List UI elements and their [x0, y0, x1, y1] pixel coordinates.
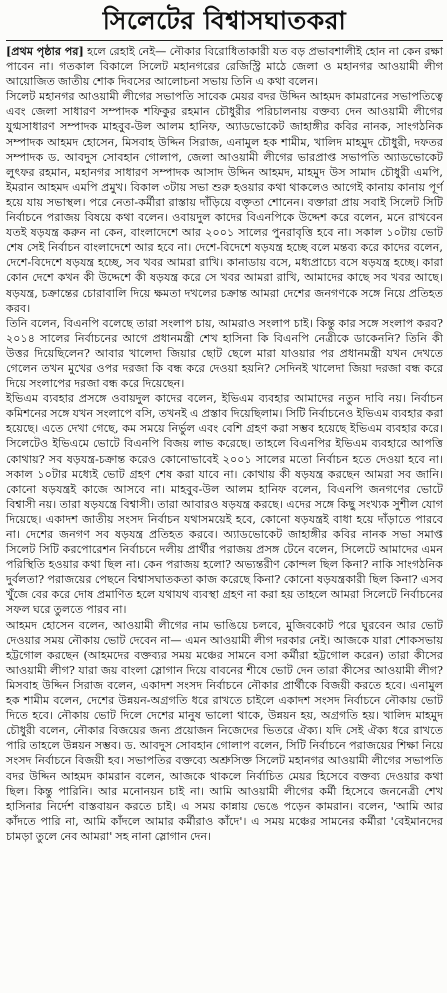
headline-divider — [6, 40, 443, 41]
paragraph — [6, 44, 443, 89]
paragraph-text: হলে রেহাই নেই— নৌকার বিরোধিতাকারী যত বড় প্রভাবশালীই হোন না কেন রক্ষা পাবেন না। গতকাল বিকালে সিলেট মহানগরের রেজিস্ট্রি মাঠে জেলা ও মহানগর আওয়ামী লীগ আয়োজিত জাতীয় শোক দিবসের আলোচনা সভায় তিনি এ কথা বলেন। — [6, 45, 443, 89]
paragraph: আহমদ হোসেন বলেন, আওয়ামী লীগের নাম ভাঙিয়ে চলবে, মুজিবকোট পরে ঘুরবেন আর ভোট দেওয়ার সময় নৌকায় ভোট দেবেন না— এমন আওয়ামী লীগ দরকার নেই। আজকে যারা শোকসভায় হট্টগোল করছেন (আহমদের বক্তব্যর সময় মঞ্চের সামনে বসা কর্মীরা হট্টগোল করেন) তারা কীসের আওয়ামী লীগ? যারা জয় বাংলা স্লোগান দিয়ে বাবনের শীষে ভোট দেন তারা কীসের আওয়ামী লীগ? মিসবাহ উদ্দিন সিরাজ বলেন, একাদশ সংসদ নির্বাচনে নৌকার প্রার্থীকে বিজয়ী করতে হবে। এনামুল হক শামীম বলেন, দেশের উন্নয়ন-অগ্রগতি ধরে রাখতে চাইলে একাদশ সংসদ নির্বাচনে নৌকায় ভোট দিতে হবে। নৌকায় ভোট দিলে দেশের মানুষ ভালো থাকে, উন্নয়ন হয়, অগ্রগতি হয়। খালিদ মাহমুদ চৌধুরী বলেন, নৌকার বিজয়ের জন্য প্রয়োজন নিজেদের ভিতরে ঐক্য। যদি সেই ঐক্য ধরে রাখতে পারি তাহলে উন্নয়ন সম্ভব। ড. আবদুস সোবহান গোলাপ বলেন, সিটি নির্বাচনে পরাজয়ের শিক্ষা নিয়ে সংসদ নির্বাচনে বিজয়ী হব। সভাপতির বক্তব্যে অশ্রুসিক্ত সিলেট মহানগর আওয়ামী লীগের সভাপতি বদর উদ্দিন আহমদ কামরান বলেন, আজকে থাকলে নির্বাচিত মেয়র হিসেবে বক্তব্য দেওয়ার কথা ছিল। কিন্তু পারিনি। আর মনোনয়ন চাই না। আমি আওয়ামী লীগের কর্মী হিসেবে জননেত্রী শেখ হাসিনার নির্দেশ বাস্তবায়ন করতে চাই। এ সময় কান্নায় ভেঙে পড়েন কামরান। বলেন, 'আমি আর কাঁদতে পারি না, আমি কাঁদলে আমার কর্মীরাও কাঁদে'। এ সময় মঞ্চের সামনের কর্মীরা 'বেইমানদের চামড়া তুলে নেব আমরা' সহ নানা স্লোগান দেন। — [6, 618, 443, 843]
paragraph: সিলেট মহানগর আওয়ামী লীগের সভাপতি সাবেক মেয়র বদর উদ্দিন আহমদ কামরানের সভাপতিত্বে এবং জেলা সাধারণ সম্পাদক শফিকুর রহমান চৌধুরীর পরিচালনায় বক্তব্য দেন আওয়ামী লীগের যুগ্মসাধারণ সম্পাদক মাহবুব-উল আলম হানিফ, অ্যাডভোকেট জাহাঙ্গীর কবির নানক, সাংগঠনিক সম্পাদক আহমদ হোসেন, মিসবাহ উদ্দিন সিরাজ, এনামুল হক শামীম, খালিদ মাহমুদ চৌধুরী, দফতর সম্পাদক ড. আবদুস সোবহান গোলাপ, জেলা আওয়ামী লীগের ভারপ্রাপ্ত সভাপতি অ্যাডভোকেট লুৎফর রহমান, মহানগর সাধারণ সম্পাদক আসাদ উদ্দিন আহমদ, মাহমুদ উস সামাদ চৌধুরী এমপি, ইমরান আহমদ এমপি প্রমুখ। বিকাল ৩টায় সভা শুরু হওয়ার কথা থাকলেও আগেই কানায় কানায় পূর্ণ হয়ে যায় সভাস্থল। পরে নেতা-কর্মীরা রাস্তায় দাঁড়িয়ে বক্তৃতা শোনেন। বক্তারা প্রায় সবাই সিলেট সিটি নির্বাচনে পরাজয় বিষয়ে কথা বলেন। ওবায়দুল কাদের বিএনপিকে উদ্দেশ করে বলেন, মনে রাখবেন যতই ষড়যন্ত্র করুন না কেন, বাংলাদেশে আর ২০০১ সালের পুনরাবৃত্তি হবে না। সকাল ১০টায় ভোট শেষ সেই নির্বাচন বাংলাদেশে আর হবে না। দেশে-বিদেশে ষড়যন্ত্র হচ্ছে বলে মন্তব্য করে কাদের বলেন, দেশে-বিদেশে ষড়যন্ত্র হচ্ছে, সব খবর আমরা রাখি। কানাডায় বসে, মধ্যপ্রাচ্যে বসে ষড়যন্ত্র হচ্ছে। কারা কোন দেশে কখন কী উদ্দেশে কী ষড়যন্ত্র করে সে খবর আমরা রাখি, আমাদের কাছে সব খবর আছে। ষড়যন্ত্র, চক্রান্তের চোরাবালি দিয়ে ক্ষমতা দখলের চক্রান্ত আমরা দেশের জনগণকে সঙ্গে নিয়ে প্রতিহত করব। — [6, 90, 443, 315]
paragraph: তিনি বলেন, বিএনপি বলেছে তারা সংলাপ চায়, আমরাও সংলাপ চাই। কিন্তু কার সঙ্গে সংলাপ করব? ২০১৪ সালের নির্বাচনের আগে প্রধানমন্ত্রী শেখ হাসিনা কি বিএনপি নেত্রীকে ডাকেননি? তিনি কী উত্তর দিয়েছিলেন? আবার খালেদা জিয়ার ছোট ছেলে মারা যাওয়ার পর প্রধানমন্ত্রী যখন দেখতে গেলেন তখন মুখের ওপর দরজা কি বন্ধ করে দেওয়া হয়নি? সেদিনই খালেদা জিয়া দরজা বন্ধ করে দিয়ে সংলাপের দরজা বন্ধ করে দিয়েছেন। — [6, 316, 443, 391]
paragraph: ইভিএম ব্যবহার প্রসঙ্গে ওবায়দুল কাদের বলেন, ইভিএম ব্যবহার আমাদের নতুন দাবি নয়। নির্বাচন কমিশনের সঙ্গে যখন সংলাপে বসি, তখনই এ প্রস্তাব দিয়েছিলাম। সিটি নির্বাচনেও ইভিএম ব্যবহার করা হয়েছে। এতে দেখা গেছে, কম সময়ে নির্ভুল এবং বেশি গ্রহণ করা সম্ভব হয়েছে ইভিএম ব্যবহার করে। সিলেটেও ইভিএমে ভোটে বিএনপি বিজয় লাভ করেছে। তাহলে বিএনপির ইভিএম ব্যবহারে আপত্তি কোথায়? সব ষড়যন্ত্র-চক্রান্ত করেও কোনোভাবেই ২০০১ সালের মতো নির্বাচন হতে দেওয়া হবে না। সকাল ১০টার মধ্যেই ভোট গ্রহণ শেষ করা যাবে না। কোথায় কী ষড়যন্ত্র করছেন আমরা সব জানি। কোনো ষড়যন্ত্রই কাজে আসবে না। মাহবুব-উল আলম হানিফ বলেন, বিএনপি জনগণের ভোটে বিশ্বাসী নয়। তারা ষড়যন্ত্রে বিশ্বাসী। তারা আবারও ষড়যন্ত্র করছে। এদের সঙ্গে কিছু সংখ্যক সুশীল যোগ দিয়েছে। একাদশ জাতীয় সংসদ নির্বাচন যথাসময়েই হবে, কোনো ষড়যন্ত্রই বাধা হয়ে দাঁড়াতে পারবে না। দেশের জনগণ সব ষড়যন্ত্র প্রতিহত করবে। অ্যাডভোকেট জাহাঙ্গীর কবির নানক সভা সমাপ্ত সিলেট সিটি করপোরেশন নির্বাচনে দলীয় প্রার্থীর পরাজয় প্রসঙ্গ টেনে বলেন, সিলেটে আমাদের এমন পরিস্থিতি হওয়ার কথা ছিল না। কেন পরাজয় হলো? অভ্যন্তরীণ কোন্দল ছিল কিনা? নাকি সাংগঠনিক দুর্বলতা? পরাজয়ের পেছনে বিশ্বাসঘাতকতা কাজ করেছে কিনা? কোনো ষড়যন্ত্রকারী ছিল কিনা? এসব খুঁজে বের করে দোষ প্রমাণিত হলে যথাযথ ব্যবস্থা গ্রহণ না করা হয় তাহলে আমরা সিলেটে নির্বাচনের সফল ঘরে তুলতে পারব না। — [6, 392, 443, 617]
article-body — [6, 44, 443, 844]
continued-from-label: [প্রথম পৃষ্ঠার পর] — [6, 44, 84, 58]
article-headline: সিলেটের বিশ্বাসঘাতকরা — [102, 6, 347, 35]
